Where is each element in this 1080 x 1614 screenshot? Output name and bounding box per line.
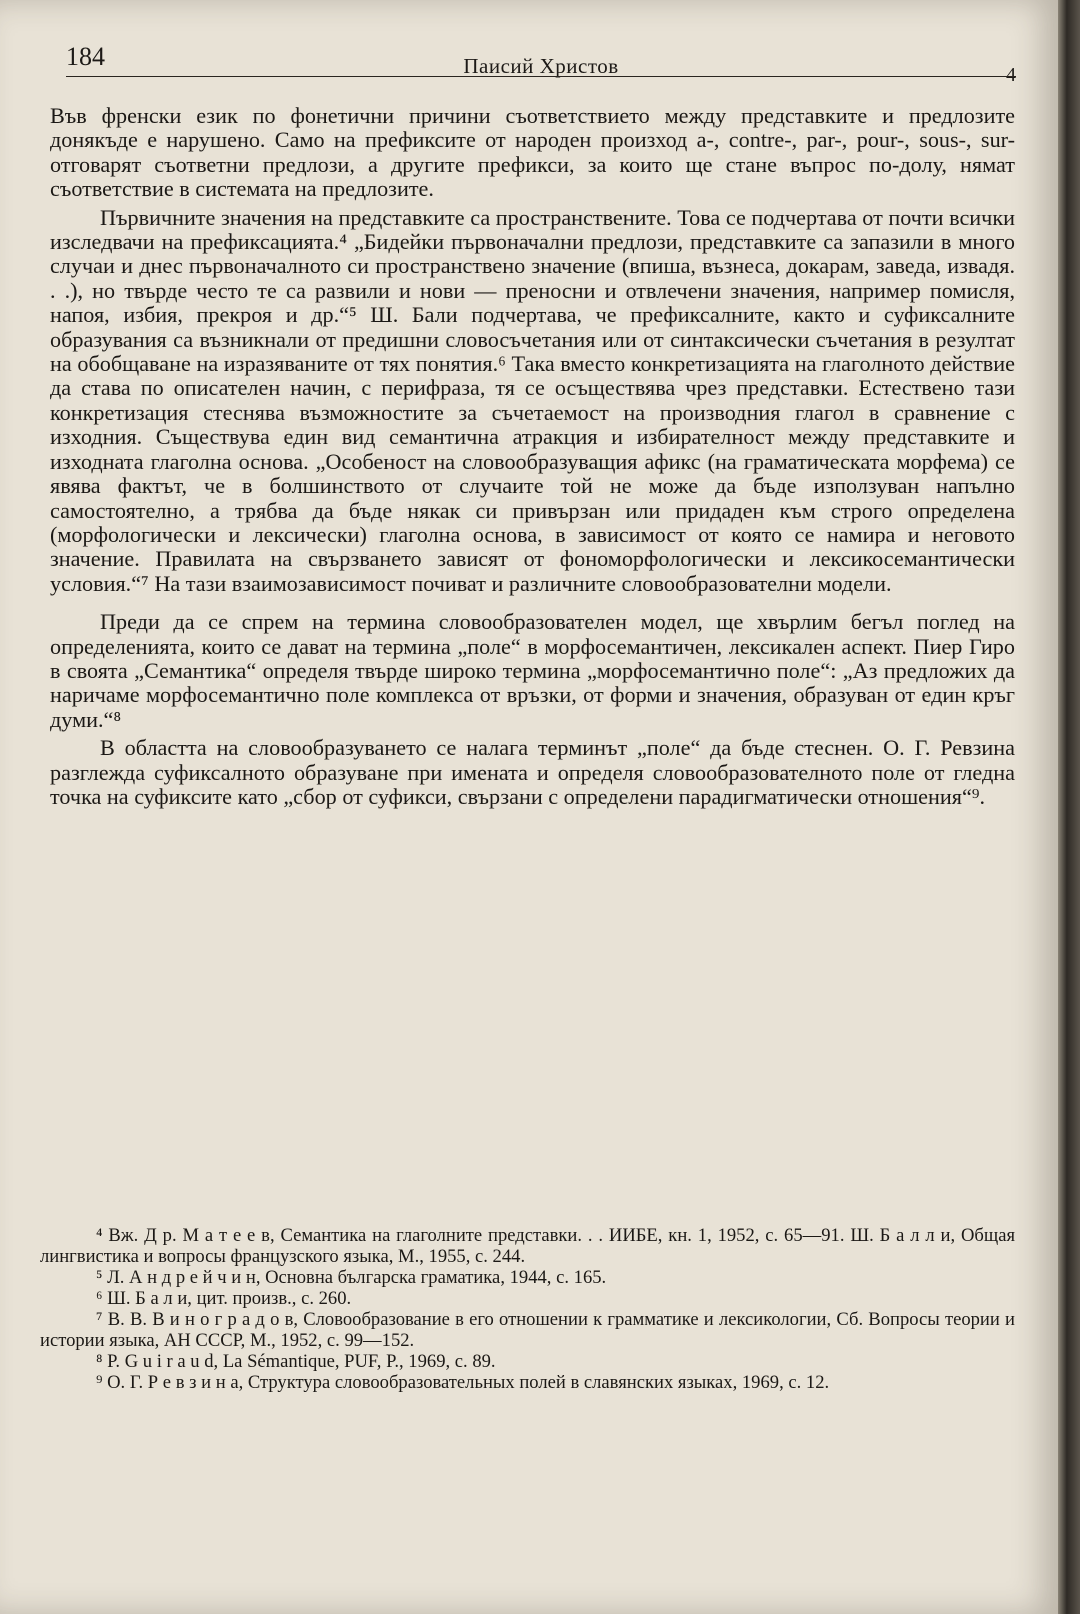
footnote-4: ⁴ Вж. Д р. М а т е е в, Семантика на глаголните представки. . . ИИБЕ, кн. 1, 1952, с. 65—91. Ш. Б а л л и, Общая лингвистика и вопросы французского языка, М., 1955, с. 244. [40, 1225, 1015, 1267]
footnotes [40, 1225, 1015, 1393]
footnote-6: ⁶ Ш. Б а л и, цит. произв., с. 260. [96, 1288, 352, 1309]
book-spine-shadow [1058, 0, 1080, 1614]
footnote-8: ⁸ P. G u i r a u d, La Sémantique, PUF, P., 1969, c. 89. [96, 1351, 496, 1372]
running-head: Паисий Христов [463, 54, 619, 78]
main-text [50, 104, 1015, 813]
page-header [66, 42, 1016, 96]
header-rule [66, 76, 1016, 77]
paragraph-4: В областта на словообразуването се налага терминът „поле“ да бъде стеснен. О. Г. Ревзина разглежда суфиксалното образуване при имената и определя словообразователното поле от гледна точка на суфиксите като „сбор от суфикси, свързани с определени парадигматически отношения“⁹. [50, 735, 1015, 809]
paragraph-3: Преди да се спрем на термина словообразователен модел, ще хвърлим бегъл поглед на определенията, които се дават на термина „поле“ в морфосемантичен, лексикален аспект. Пиер Гиро в своята „Семантика“ определя твърде широко термина „морфосемантично поле“: „Аз предложих да наричаме морфосемантично поле комплекса от връзки, от форми и значения, образуван от един кръг думи.“⁸ [50, 609, 1015, 732]
section-marker: 4 [1006, 64, 1016, 86]
page-number: 184 [66, 42, 105, 71]
footnote-9: ⁹ О. Г. Р е в з и н а, Структура словообразовательных полей в славянских языках, 1969, с. 12. [96, 1372, 830, 1393]
footnote-5: ⁵ Л. А н д р е й ч и н, Основна българска граматика, 1944, с. 165. [96, 1267, 607, 1288]
paragraph-2: Първичните значения на представките са пространствените. Това се подчертава от почти всички изследвачи на префиксацията.⁴ „Бидейки първоначални предлози, представките са запазили в много случаи и днес първоначалното си пространствено значение (впиша, възнеса, докарам, заведа, извадя. . .), но твърде често те са развили и нови — преносни и отвлечени значения, например помисля, напоя, избия, прекроя и др.“⁵ Ш. Бали подчертава, че префиксалните, както и суфиксалните образувания са възникнали от предишни словосъчетания или от синтаксически съчетания в резултат на обобщаване на изразяваните от тях понятия.⁶ Така вместо конкретизацията на глаголното действие да става по описателен начин, с перифраза, тя се осъществява чрез представки. Естествено тази конкретизация стеснява възможностите за съчетаемост на производния глагол в сравнение с изходния. Съществува един вид семантична атракция и избирателност между представките и изходната глаголна основа. „Особеност на словообразуващия афикс (на граматическата морфема) се явява фактът, че в болшинството от случаите той не може да бъде използуван напълно самостоятелно, а трябва да бъде някак си привързан или придаден към строго определена (морфологически и лексически) глаголна основа, в зависимост от която се намира и неговото значение. Правилата на свързването зависят от фономорфологически и лексикосемантически условия.“⁷ На тази взаимозависимост почиват и различните словообразователни модели. [50, 204, 1015, 596]
paragraph-1: Във френски език по фонетични причини съответствието между представките и предлозите донякъде е нарушено. Само на префиксите от народен произход а-, contre-, par-, pour-, sous-, sur- отговарят съответни предлози, а другите префикси, за които ще стане въпрос по-долу, нямат съответствие в системата на предлозите. [50, 103, 1015, 202]
footnote-7: ⁷ В. В. В и н о г р а д о в, Словообразование в его отношении к грамматике и лексикологии, Сб. Вопросы теории и истории языка, АН СССР, М., 1952, с. 99—152. [40, 1309, 1015, 1351]
